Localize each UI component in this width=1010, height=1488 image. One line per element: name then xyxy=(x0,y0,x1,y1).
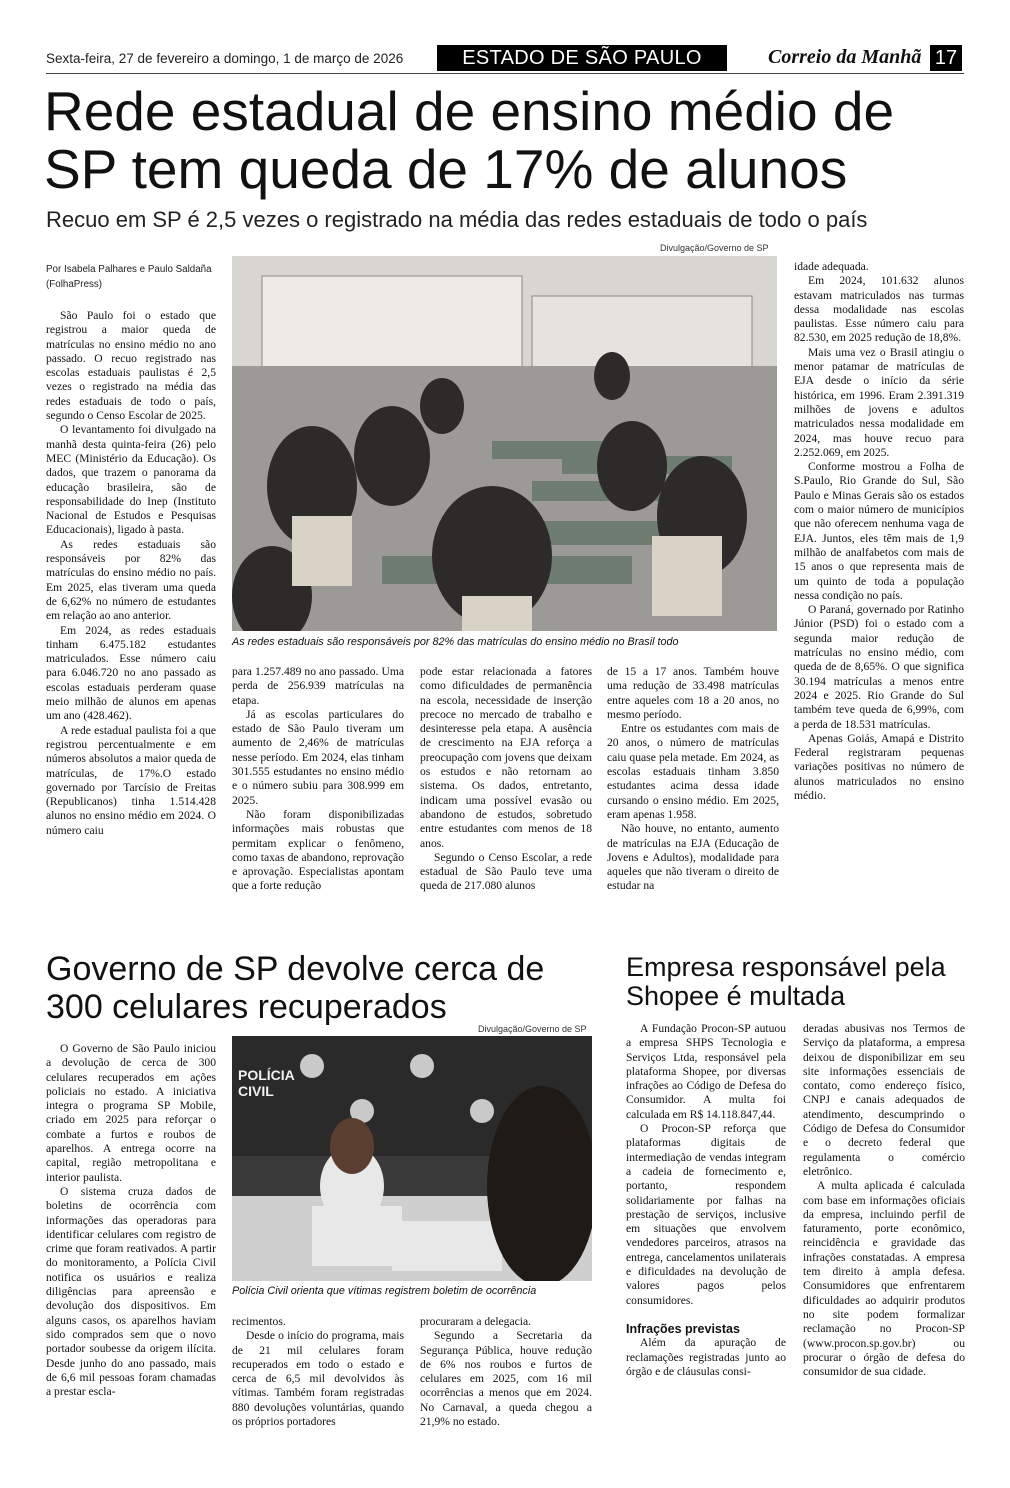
paragraph: Entre os estudantes com mais de 20 anos, o número de matrículas caiu quase pela metade. Em 2024, as escolas estaduais tinham 3.850 estudantes acima dessa idade cursando o ensino médio. Em 2025, eram apenas 1.958. xyxy=(607,722,779,821)
shopee-subtitle: Infrações previstas xyxy=(626,1321,740,1336)
paragraph: O levantamento foi divulgado na manhã desta quinta-feira (26) pelo MEC (Ministério da Educação). Os dados, que trazem o panorama da educação brasileira, são de responsabilidade do Inep (Instituto Nacional de Estudos e Pesquisas Educacionais), ligado à pasta. xyxy=(46,423,216,537)
main-col-3 xyxy=(420,665,592,894)
classroom-photo xyxy=(232,256,777,631)
shopee-col-2 xyxy=(803,1022,965,1379)
page-number: 17 xyxy=(930,45,962,71)
paragraph: A multa aplicada é calculada com base em informações oficiais da empresa, incluindo perfil de faturamento, porte econômico, reincidência e gravidade das infrações constatadas. A empresa tem direito à ampla defesa. Consumidores que enfrentarem dificuldades ao adquirir produtos no site podem formalizar reclamação no Procon-SP (www.procon.sp.gov.br) ou procurar o órgão de defesa do consumidor de sua cidade. xyxy=(803,1179,965,1379)
paragraph: para 1.257.489 no ano passado. Uma perda de 256.939 matrículas na etapa. xyxy=(232,665,404,707)
phones-col-3 xyxy=(420,1315,592,1429)
main-photo-credit: Divulgação/Governo de SP xyxy=(660,243,769,253)
shopee-col-1 xyxy=(626,1022,786,1379)
paragraph: Em 2024, 101.632 alunos estavam matriculados nas turmas dessa modalidade nas escolas paulistas. Esse número caiu para 82.530, em 2025 redução de 18,8%. xyxy=(794,274,964,345)
phones-photo-credit: Divulgação/Governo de SP xyxy=(478,1024,587,1034)
main-col-1 xyxy=(46,309,216,838)
paragraph: Mais uma vez o Brasil atingiu o menor patamar de matrículas de EJA desde o início da série histórica, em 1996. Eram 2.391.319 milhões de jovens e adultos matriculados nessa modalidade em 2024, mas houve recuo para 2.252.069, em 2025. xyxy=(794,345,964,459)
phones-headline: Governo de SP devolve cerca de 300 celulares recuperados xyxy=(46,950,545,1026)
phones-col-2 xyxy=(232,1315,404,1429)
phones-col-1 xyxy=(46,1042,216,1399)
paragraph: Conforme mostrou a Folha de S.Paulo, Rio Grande do Sul, São Paulo e Minas Gerais são os estados com o maior número de municípios que não oferecem nenhuma vaga de EJA. Juntos, eles têm mais de 1,9 milhão de analfabetos com mais de 15 anos o que representa mais de um quinto de toda a população nessa condição no país. xyxy=(794,460,964,602)
photo-sign-line: POLÍCIA xyxy=(238,1067,295,1083)
paragraph: O Governo de São Paulo iniciou a devolução de cerca de 300 celulares recuperados em ações policiais no estado. A iniciativa integra o programa SP Mobile, criado em 2025 para reforçar o combate a furtos e roubos de aparelhos. A entrega ocorre na capital, região metropolitana e interior paulista. xyxy=(46,1042,216,1184)
paragraph: Apenas Goiás, Amapá e Distrito Federal registraram pequenas variações positivas no número de alunos matriculados no ensino médio. xyxy=(794,731,964,802)
paragraph: Já as escolas particulares do estado de São Paulo tiveram um aumento de 2,46% de matrículas nesse período. Em 2024, elas tinham 301.555 estudantes no ensino médio e o número subiu para 308.999 em 2025. xyxy=(232,707,404,807)
paragraph: Em 2024, as redes estaduais tinham 6.475.182 estudantes matriculados. Esse número caiu para 6.046.720 no ano passado as escolas estaduais perderam quase meio milhão de alunos em apenas um ano (428.462). xyxy=(46,623,216,723)
paragraph: deradas abusivas nos Termos de Serviço da plataforma, a empresa deixou de disponibilizar em seu site informações essenciais de contato, como endereço físico, CNPJ e canais adequados de atendimento, descumprindo o Código de Defesa do Consumidor e o decreto federal que regulamenta o comércio eletrônico. xyxy=(803,1022,965,1178)
paragraph: A Fundação Procon-SP autuou a empresa SHPS Tecnologia e Serviços Ltda, responsável pela plataforma Shopee, por diversas infrações ao Código de Defesa do Consumidor. A multa foi calculada em R$ 14.118.847,44. xyxy=(626,1022,786,1121)
paragraph: Não houve, no entanto, aumento de matrículas na EJA (Educação de Jovens e Adultos), modalidade para aqueles que não tiveram o direito de estudar na xyxy=(607,822,779,893)
classroom-photo-illustration xyxy=(232,256,777,631)
paragraph: A rede estadual paulista foi a que registrou percentualmente e em números absolutos a maior queda de matrículas, de 17%.O estado governado por Tarcísio de Freitas (Republicanos) tinha 1.514.428 alunos no ensino médio em 2024. O número caiu xyxy=(46,723,216,837)
paragraph: idade adequada. xyxy=(794,260,869,273)
paragraph: As redes estaduais são responsáveis por 82% das matrículas do ensino médio no país. Em 2025, elas tiveram uma queda de 6,62% no número de estudantes em relação ao ano anterior. xyxy=(46,537,216,623)
paragraph: O Procon-SP reforça que plataformas digitais de intermediação de vendas integram a cadeia de fornecimento e, portanto, respondem solidariamente por falhas na prestação de serviços, inclusive em situações que envolvem vendedores parceiros, atrasos na entrega, cancelamentos unilaterais e dificuldades na devolução de valores pagos pelos consumidores. xyxy=(626,1122,786,1307)
paragraph: Além da apuração de reclamações registradas junto ao órgão e de cláusulas consi- xyxy=(626,1336,786,1378)
section-label: ESTADO DE SÃO PAULO xyxy=(437,45,727,71)
police-photo-illustration xyxy=(232,1036,592,1281)
police-photo xyxy=(232,1036,592,1281)
photo-sign-line: CIVIL xyxy=(238,1083,274,1099)
paragraph: procuraram a delegacia. xyxy=(420,1315,532,1328)
paragraph: Desde o início do programa, mais de 21 mil celulares foram recuperados em todo o estado e cerca de 6,5 mil devolvidos às vítimas. Também foram registradas 880 devoluções voluntárias, quando os próprios portadores xyxy=(232,1329,404,1429)
main-subheadline: Recuo em SP é 2,5 vezes o registrado na média das redes estaduais de todo o país xyxy=(46,207,868,232)
shopee-headline: Empresa responsável pela Shopee é multada xyxy=(626,952,946,1011)
phones-photo-caption: Polícia Civil orienta que vítimas registrem boletim de ocorrência xyxy=(232,1285,537,1297)
paragraph: Não foram disponibilizadas informações mais robustas que permitam explicar o fenômeno, como taxas de abandono, reprovação e aprovação. Especialistas apontam que a forte redução xyxy=(232,807,404,893)
paragraph: O sistema cruza dados de boletins de ocorrência com informações das operadoras para identificar celulares com registro de crime que foram reativados. A partir do monitoramento, a Polícia Civil notifica os usuários e realiza diligências para apreensão e devolução dos dispositivos. Em alguns casos, os aparelhos haviam sido comprados sem que o novo portador soubesse da origem ilícita. Desde junho do ano passado, mais de 6,6 mil pessoas foram chamadas a prestar escla- xyxy=(46,1184,216,1399)
paragraph: Segundo a Secretaria da Segurança Pública, houve redução de 6% nos roubos e furtos de celulares em 2025, com 16 mil ocorrências a menos que em 2024. No Carnaval, a queda chegou a 21,9% no estado. xyxy=(420,1329,592,1429)
main-byline: Por Isabela Palhares e Paulo Saldaña (FolhaPress) xyxy=(46,264,212,290)
paragraph: de 15 a 17 anos. Também houve uma redução de 33.498 matrículas entre aqueles com 18 a 20 anos, no mesmo período. xyxy=(607,665,779,721)
masthead: Correio da Manhã xyxy=(768,46,922,68)
paragraph: recimentos. xyxy=(232,1315,286,1328)
main-headline: Rede estadual de ensino médio de SP tem queda de 17% de alunos xyxy=(44,80,895,200)
paragraph: São Paulo foi o estado que registrou a maior queda de matrículas no ensino médio no ano passado. O recuo registrado nas escolas estaduais paulistas é 2,5 vezes o registrado na média das redes estaduais de todo o país, segundo o Censo Escolar de 2025. xyxy=(46,309,216,423)
paragraph: pode estar relacionada a fatores como dificuldades de permanência na escola, necessidade de inserção precoce no mercado de trabalho e desinteresse pela etapa. A ausência de crescimento na EJA reforça a preocupação com jovens que deixam os estudos e não retornam ao sistema. Os dados, entretanto, indicam uma possível evasão ou abandono de estudos, sobretudo entre estudantes com menos de 18 anos. xyxy=(420,665,592,850)
main-col-5 xyxy=(794,260,964,803)
paragraph: O Paraná, governado por Ratinho Júnior (PSD) foi o estado com a segunda maior redução de matrículas no ensino médio, com queda de de 8,65%. O que significa 30.194 matrículas a menos entre 2024 e 2025. Rio Grande do Sul também teve queda de 6,99%, com a perda de 18.531 matrículas. xyxy=(794,603,964,731)
main-col-4 xyxy=(607,665,779,894)
header-rule xyxy=(46,73,964,74)
main-col-2 xyxy=(232,665,404,894)
issue-date: Sexta-feira, 27 de fevereiro a domingo, 1 de março de 2026 xyxy=(46,51,404,66)
paragraph: Segundo o Censo Escolar, a rede estadual de São Paulo teve uma queda de 217.080 alunos xyxy=(420,850,592,893)
main-photo-caption: As redes estaduais são responsáveis por 82% das matrículas do ensino médio no Brasil todo xyxy=(232,636,679,648)
